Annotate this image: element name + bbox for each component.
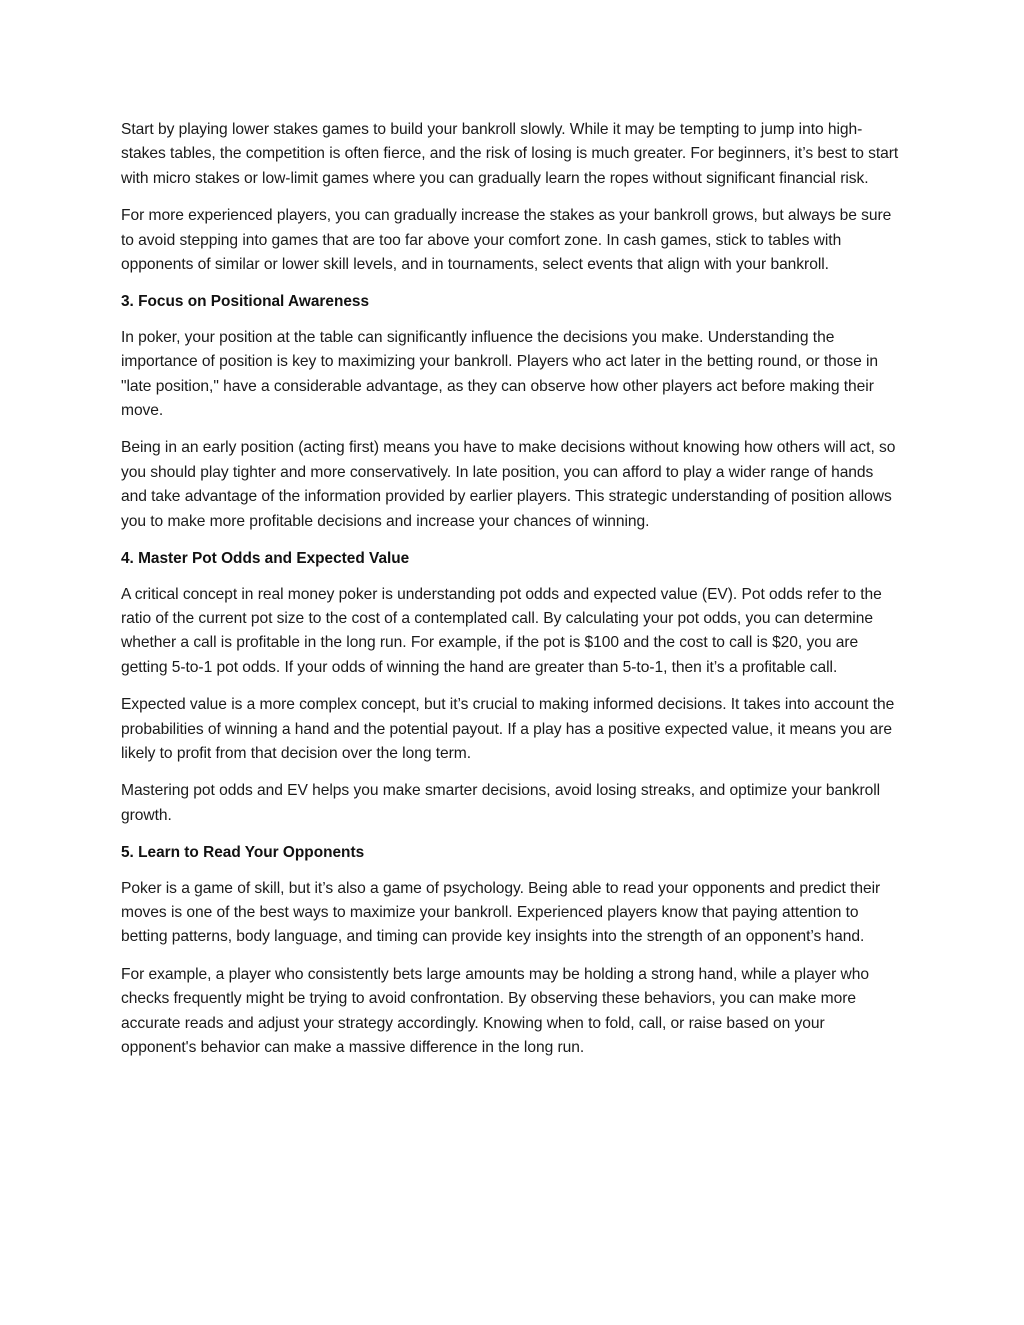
paragraph-expected-value: Expected value is a more complex concept, but it’s crucial to making informed decisions. It takes into account the probabilities of winning a hand and the potential payout. If a play has a positive expected value, it means you are likely to profit from that decision over the long term. bbox=[121, 696, 895, 762]
section-heading-pot-odds: 4. Master Pot Odds and Expected Value bbox=[121, 550, 410, 568]
paragraph-start-lower-stakes: Start by playing lower stakes games to build your bankroll slowly. While it may be tempting to jump into high-stakes tables, the competition is often fierce, and the risk of losing is much greater. For beginners, it’s best to start with micro stakes or low-limit games where you can gradually learn the ropes without significant financial risk. bbox=[121, 121, 899, 187]
paragraph-pot-odds-concept: A critical concept in real money poker is understanding pot odds and expected value (EV). Pot odds refer to the ratio of the current pot size to the cost of a contemplated call. By calculating your pot odds, you can determine whether a call is profitable in the long run. For example, if the pot is $100 and the cost to call is $20, you are getting 5-to-1 pot odds. If your odds of winning the hand are greater than 5-to-1, then it’s a profitable call. bbox=[121, 585, 882, 676]
paragraph-psychology: Poker is a game of skill, but it’s also a game of psychology. Being able to read your opponents and predict their moves is one of the best ways to maximize your bankroll. Experienced players know that paying attention to betting patterns, body language, and timing can provide key insights into the strength of an opponent’s hand. bbox=[121, 879, 881, 946]
document-page bbox=[121, 118, 901, 1073]
paragraph-mastering-pot-odds: Mastering pot odds and EV helps you make smarter decisions, avoid losing streaks, and optimize your bankroll growth. bbox=[121, 782, 881, 824]
paragraph-position-at-table: In poker, your position at the table can significantly influence the decisions you make. Understanding the importance of position is key to maximizing your bankroll. Players who act later in the betting round, or those in "late position," have a considerable advantage, as they can observe how other players act before making their move. bbox=[121, 328, 879, 420]
paragraph-experienced-players: For more experienced players, you can gradually increase the stakes as your bankroll grows, but always be sure to avoid stepping into games that are too far above your comfort zone. In cash games, stick to tables with opponents of similar or lower skill levels, and in tournaments, select events that align with your bankroll. bbox=[121, 207, 892, 274]
paragraph-early-position: Being in an early position (acting first) means you have to make decisions without knowing how others will act, so you should play tighter and more conservatively. In late position, you can afford to play a wider range of hands and take advantage of the information provided by earlier players. This strategic understanding of position allows you to make more profitable decisions and increase your chances of winning. bbox=[121, 439, 896, 530]
section-heading-read-opponents: 5. Learn to Read Your Opponents bbox=[121, 844, 365, 862]
section-heading-positional-awareness: 3. Focus on Positional Awareness bbox=[121, 293, 370, 311]
paragraph-player-behavior-example: For example, a player who consistently bets large amounts may be holding a strong hand, while a player who checks frequently might be trying to avoid confrontation. By observing these behaviors, you can make more accurate reads and adjust your strategy accordingly. Knowing when to fold, call, or raise based on your opponent's behavior can make a massive difference in the long run. bbox=[121, 965, 869, 1056]
